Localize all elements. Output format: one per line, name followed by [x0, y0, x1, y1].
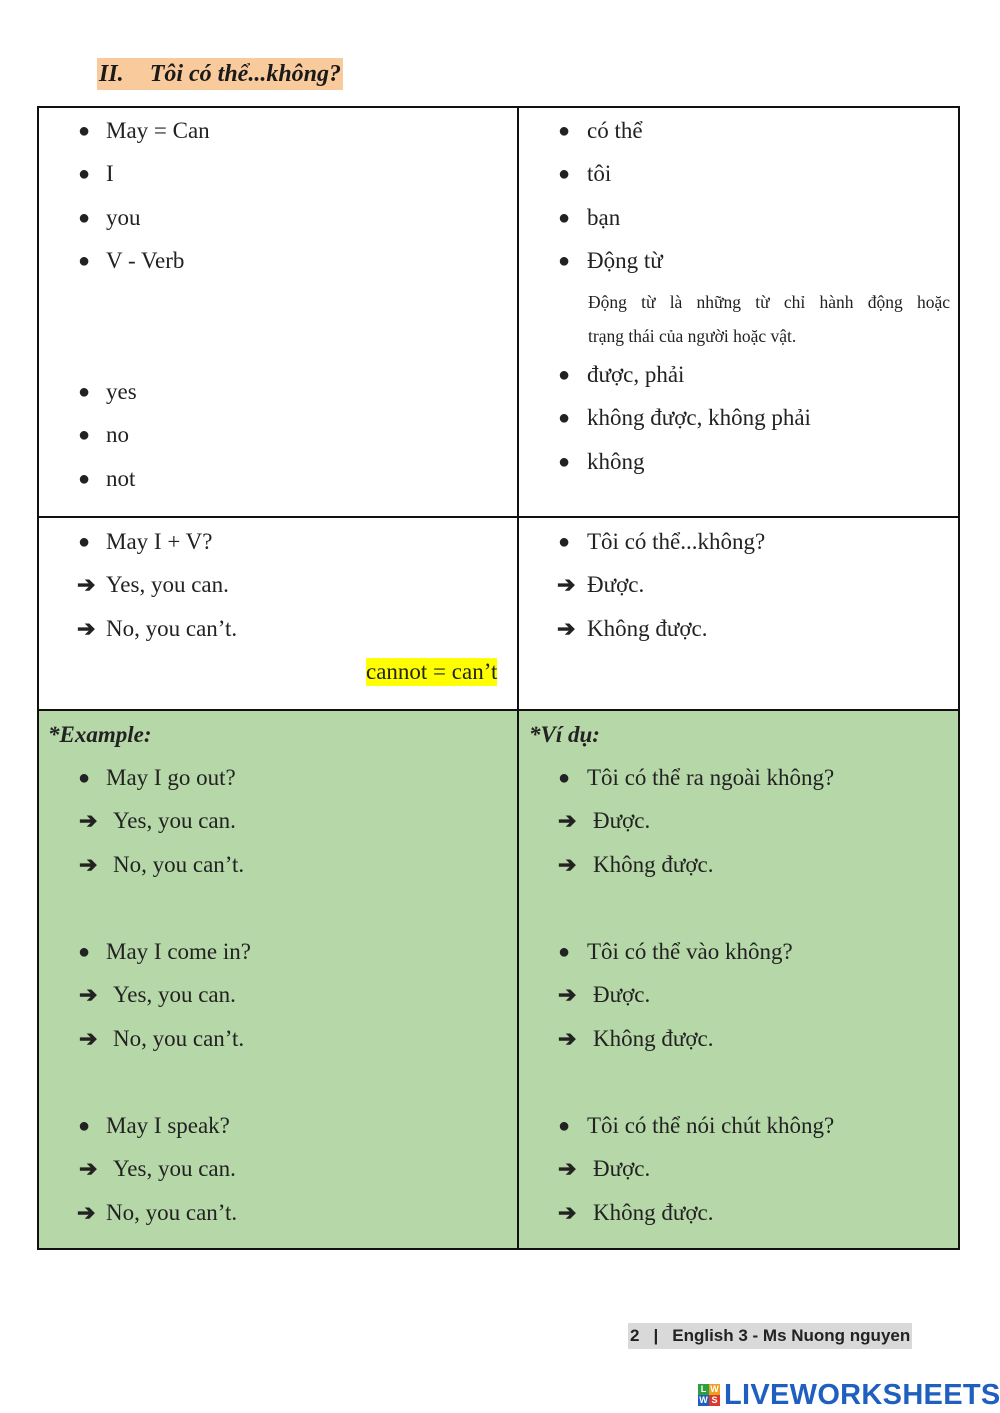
arrow-right-icon: ➔: [79, 1026, 98, 1051]
arrow-right-icon: ➔: [77, 616, 96, 641]
bullet-icon: ●: [78, 1115, 91, 1137]
example-en-yes: Yes, you can.: [113, 1156, 236, 1181]
vocab-vi-item: không được, không phải: [587, 405, 811, 430]
example-vi-no: Không được.: [593, 1200, 714, 1225]
bullet-icon: ●: [78, 381, 91, 403]
liveworksheets-logo[interactable]: [698, 1378, 1000, 1412]
bullet-icon: ●: [558, 120, 571, 142]
example-en-no: No, you can’t.: [113, 1026, 245, 1051]
bullet-icon: ●: [78, 163, 91, 185]
vocab-en-item: not: [106, 466, 136, 491]
arrow-right-icon: ➔: [558, 1026, 577, 1051]
section-title: Tôi có thể...không?: [149, 61, 342, 87]
example-vi-question: Tôi có thể ra ngoài không?: [587, 765, 835, 790]
bullet-icon: ●: [78, 767, 91, 789]
bullet-icon: ●: [558, 364, 571, 386]
section-heading: [97, 58, 343, 90]
arrow-right-icon: ➔: [79, 1156, 98, 1181]
arrow-right-icon: ➔: [79, 808, 98, 833]
footer-separator: |: [653, 1326, 659, 1345]
page-number: 2: [630, 1326, 640, 1345]
vocab-vi-item: không: [587, 449, 645, 474]
example-en-question: May I come in?: [106, 939, 251, 964]
arrow-right-icon: ➔: [558, 1200, 577, 1225]
arrow-right-icon: ➔: [77, 572, 96, 597]
contraction-note: cannot = can’t: [366, 659, 498, 684]
bullet-icon: ●: [78, 531, 91, 553]
bullet-icon: ●: [78, 424, 91, 446]
arrow-right-icon: ➔: [558, 808, 577, 833]
vocab-vi-item: được, phải: [587, 362, 685, 387]
verb-note-line: trạng thái của người hoặc vật.: [588, 326, 797, 346]
vocab-en-item: yes: [106, 379, 137, 404]
bullet-icon: ●: [558, 407, 571, 429]
example-vi-title: *Ví dụ:: [529, 722, 600, 747]
example-en-title: *Example:: [48, 722, 152, 747]
arrow-right-icon: ➔: [558, 852, 577, 877]
arrow-right-icon: ➔: [557, 616, 576, 641]
example-vi-no: Không được.: [593, 1026, 714, 1051]
vocab-en-item: May = Can: [106, 118, 210, 143]
footer-text: English 3 - Ms Nuong nguyen: [672, 1326, 911, 1345]
pattern-en-question: May I + V?: [106, 529, 213, 554]
pattern-vi-question: Tôi có thể...không?: [587, 529, 766, 554]
bullet-icon: ●: [78, 468, 91, 490]
example-en-no: No, you can’t.: [113, 852, 245, 877]
arrow-right-icon: ➔: [79, 852, 98, 877]
example-vi-yes: Được.: [593, 808, 651, 833]
bullet-icon: ●: [558, 531, 571, 553]
example-en-no: No, you can’t.: [106, 1200, 238, 1225]
pattern-en-yes: Yes, you can.: [106, 572, 229, 597]
bullet-icon: ●: [558, 250, 571, 272]
pattern-vi-yes: Được.: [587, 572, 645, 597]
bullet-icon: ●: [78, 250, 91, 272]
section-number: II.: [99, 61, 124, 87]
vocab-en-item: no: [106, 422, 129, 447]
bullet-icon: ●: [558, 941, 571, 963]
arrow-right-icon: ➔: [557, 572, 576, 597]
pattern-en-no: No, you can’t.: [106, 616, 238, 641]
bullet-icon: ●: [558, 767, 571, 789]
example-en-yes: Yes, you can.: [113, 982, 236, 1007]
example-vi-question: Tôi có thể vào không?: [587, 939, 793, 964]
arrow-right-icon: ➔: [77, 1200, 96, 1225]
example-en-question: May I go out?: [106, 765, 236, 790]
example-vi-yes: Được.: [593, 982, 651, 1007]
example-en-question: May I speak?: [106, 1113, 230, 1138]
arrow-right-icon: ➔: [558, 1156, 577, 1181]
vocab-vi-item: bạn: [587, 205, 621, 230]
example-vi-yes: Được.: [593, 1156, 651, 1181]
vocab-vi-item: tôi: [587, 161, 612, 186]
bullet-icon: ●: [558, 451, 571, 473]
verb-note: [588, 285, 950, 353]
bullet-icon: ●: [558, 207, 571, 229]
example-vi-no: Không được.: [593, 852, 714, 877]
vocab-en-item: V - Verb: [106, 248, 185, 273]
vocab-vi-item: có thể: [587, 118, 643, 143]
vocab-en-item: you: [106, 205, 141, 230]
bullet-icon: ●: [558, 1115, 571, 1137]
bullet-icon: ●: [78, 207, 91, 229]
example-en-yes: Yes, you can.: [113, 808, 236, 833]
arrow-right-icon: ➔: [79, 982, 98, 1007]
example-vi-question: Tôi có thể nói chút không?: [587, 1113, 835, 1138]
vocab-vi-item: Động từ: [587, 248, 663, 273]
bullet-icon: ●: [78, 941, 91, 963]
arrow-right-icon: ➔: [558, 982, 577, 1007]
bullet-icon: ●: [558, 163, 571, 185]
logo-text: LIVEWORKSHEETS: [724, 1378, 1000, 1411]
pattern-vi-no: Không được.: [587, 616, 708, 641]
bullet-icon: ●: [78, 120, 91, 142]
vocab-en-item: I: [106, 161, 114, 186]
verb-note-line: Động từ là những từ chỉ hành động hoặc: [588, 292, 950, 312]
liveworksheets-logo-icon: L W W S: [699, 1384, 719, 1405]
page-footer: [628, 1323, 912, 1349]
